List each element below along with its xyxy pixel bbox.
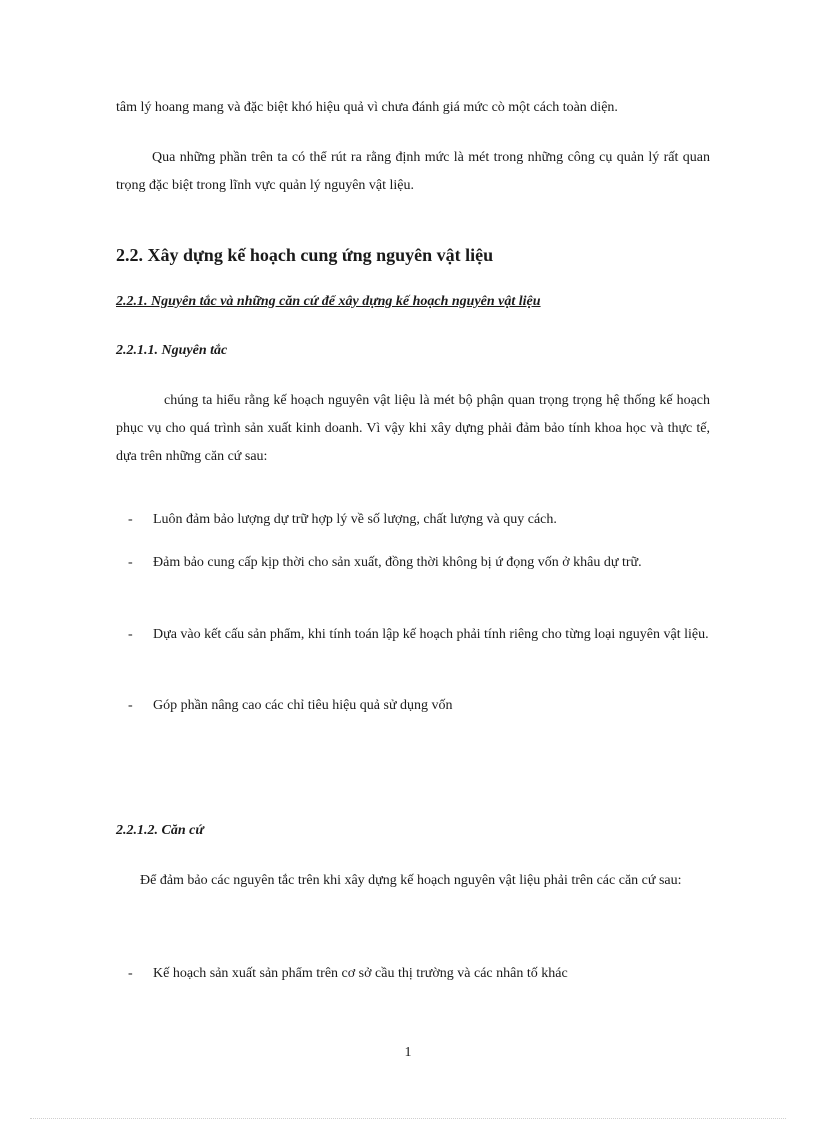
page-number: 1 (404, 1045, 412, 1060)
list-item-text: Góp phần nâng cao các chỉ tiêu hiệu quả sử dụng vốn (153, 698, 453, 713)
list-item-principle-2 (116, 549, 710, 577)
bases-heading: 2.2.1.2. Căn cứ (116, 823, 204, 838)
subsection-heading: 2.2.1. Nguyên tắc và những căn cứ để xây dựng kế hoạch nguyên vật liệu (116, 294, 541, 309)
paragraph-summary: Qua những phần trên ta có thể rút ra rằng định mức là mét trong những công cụ quản lý rất quan trọng đặc biệt trong lĩnh vực quản lý nguyên vật liệu. (116, 150, 710, 193)
section-heading: 2.2. Xây dựng kế hoạch cung ứng nguyên vật liệu (116, 245, 494, 265)
list-item-text: Kế hoạch sản xuất sản phẩm trên cơ sở cầu thị trường và các nhân tố khác (153, 966, 568, 981)
list-item-text: Dựa vào kết cấu sản phẩm, khi tính toán lập kế hoạch phải tính riêng cho từng loại nguyên vật liệu. (153, 627, 709, 642)
list-dash: - (128, 698, 133, 713)
list-dash: - (128, 966, 133, 981)
list-dash: - (128, 555, 133, 570)
paragraph-principles-intro: chúng ta hiểu rằng kế hoạch nguyên vật liệu là mét bộ phận quan trọng trọng hệ thống kế hoạch phục vụ cho quá trình sản xuất kinh doanh. Vì vậy khi xây dựng phải đảm bảo tính khoa học và thực tế, dựa trên những căn cứ sau: (116, 393, 710, 464)
principles-heading: 2.2.1.1. Nguyên tắc (116, 343, 228, 358)
list-item-basis-1 (116, 960, 710, 988)
paragraph-intro: tâm lý hoang mang và đặc biệt khó hiệu quả vì chưa đánh giá mức cò một cách toàn diện. (116, 100, 618, 115)
page-bottom-divider (30, 1118, 786, 1119)
list-item-principle-3 (116, 621, 710, 649)
list-dash: - (128, 512, 133, 527)
list-item-principle-1 (116, 506, 710, 534)
list-dash: - (128, 627, 133, 642)
list-item-text: Luôn đảm bảo lượng dự trữ hợp lý về số lượng, chất lượng và quy cách. (153, 512, 557, 527)
paragraph-bases-intro: Để đảm bảo các nguyên tắc trên khi xây dựng kế hoạch nguyên vật liệu phải trên các căn cứ sau: (140, 873, 682, 888)
list-item-principle-4 (116, 692, 710, 720)
list-item-text: Đảm bảo cung cấp kịp thời cho sản xuất, đồng thời không bị ứ đọng vốn ở khâu dự trữ. (153, 555, 642, 570)
